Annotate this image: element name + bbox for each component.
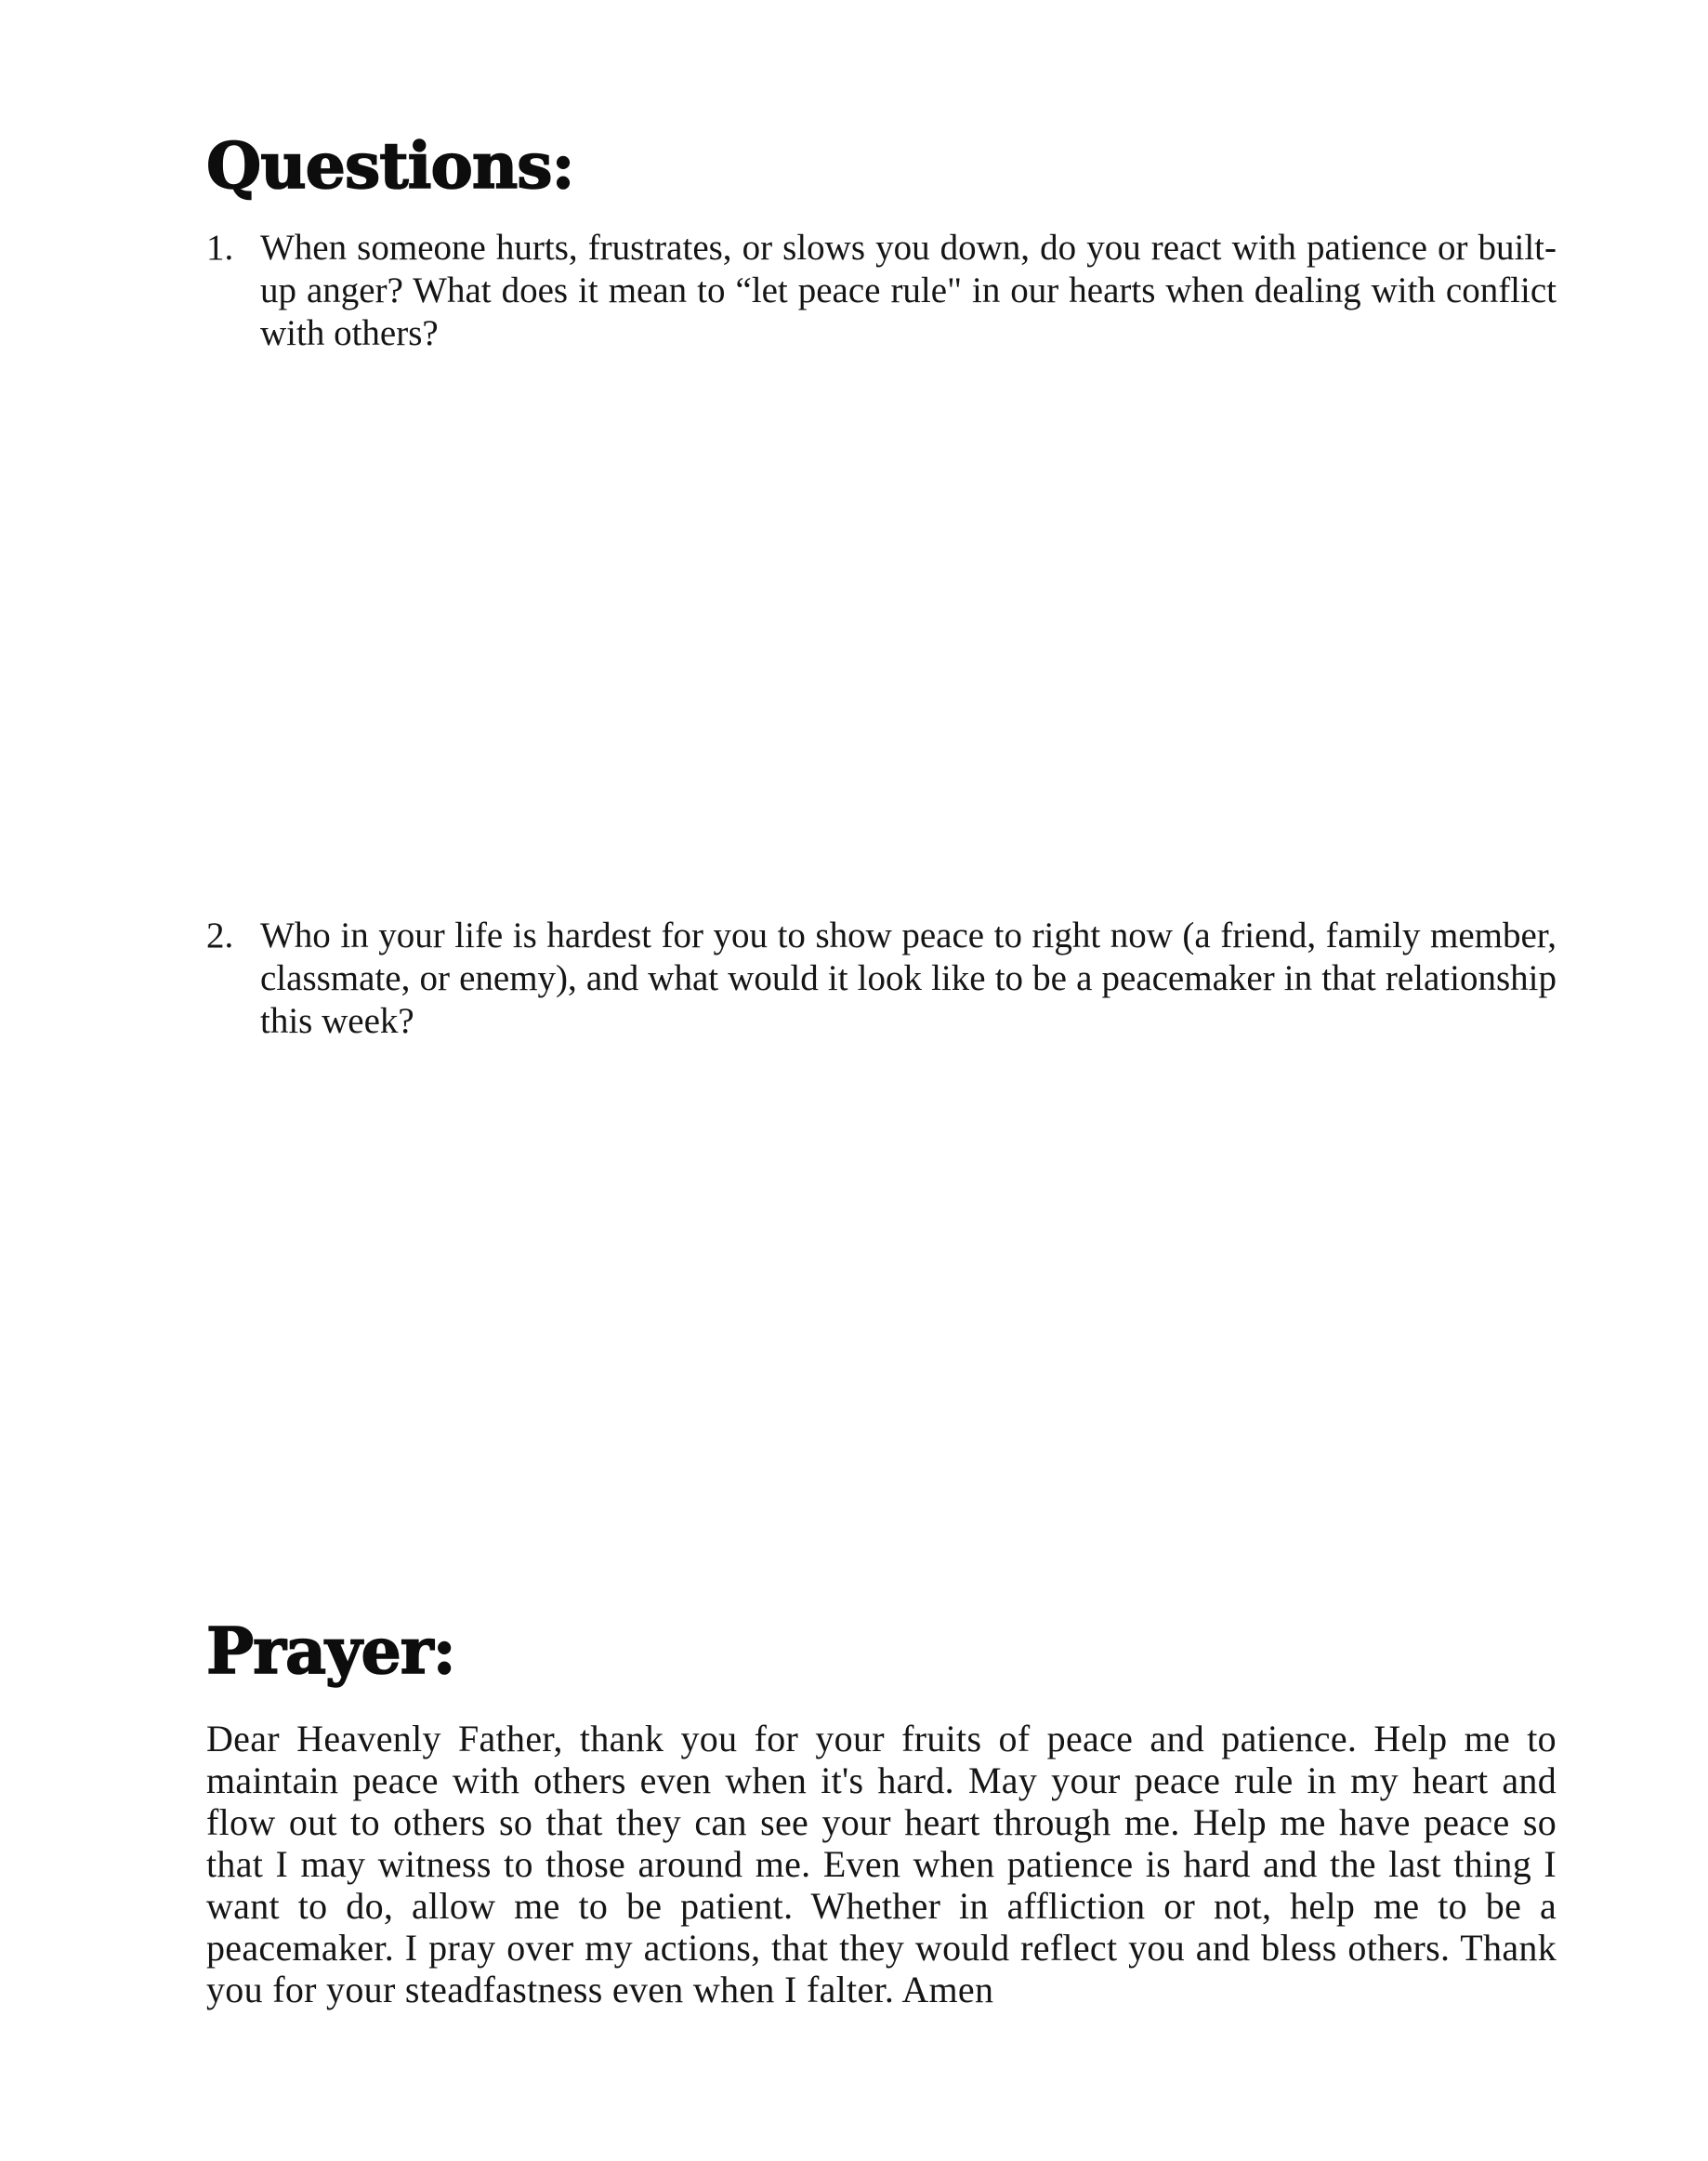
question-text: Who in your life is hardest for you to show peace to right now (a friend, family member, classmate, or enemy), and what would it look like to be a peacemaker in that relationship this week? — [260, 916, 1557, 1041]
question-item — [206, 915, 1557, 1043]
question-text: When someone hurts, frustrates, or slows you down, do you react with patience or built-up anger? What does it mean to “let peace rule" in our hearts when dealing with conflict with others? — [260, 228, 1557, 353]
prayer-heading: Prayer: — [206, 1614, 455, 1689]
question-item — [206, 227, 1557, 355]
questions-heading: Questions: — [206, 129, 574, 204]
prayer-text: Dear Heavenly Father, thank you for your fruits of peace and patience. Help me to maintain peace with others even when it's hard. May your peace rule in my heart and flow out to others so that they can see your heart through me. Help me have peace so that I may witness to those around me. Even when patience is hard and the last thing I want to do, allow me to be patient. Whether in affliction or not, help me to be a peacemaker. I pray over my actions, that they would reflect you and bless others. Thank you for your steadfastness even when I falter. Amen — [206, 1718, 1557, 2010]
question-number: 1. — [206, 228, 234, 268]
question-number: 2. — [206, 916, 234, 955]
